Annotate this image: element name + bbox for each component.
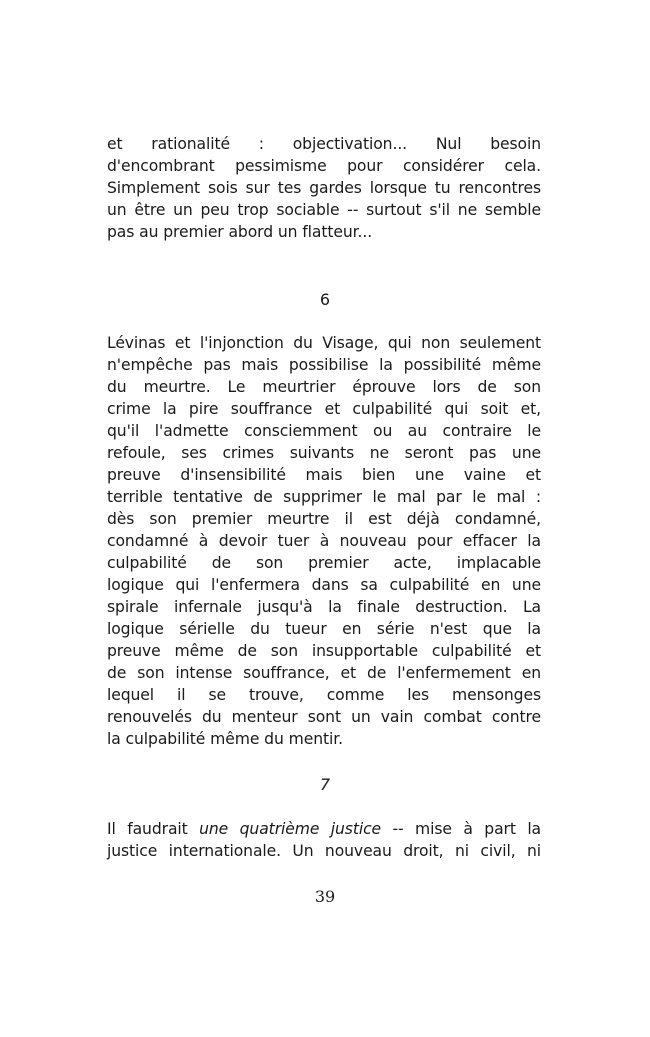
- text-line: Simplement sois sur tes gardes lorsque tu rencontres: [107, 179, 541, 197]
- text-line: la culpabilité même du mentir.: [107, 730, 343, 748]
- text-line: preuve même de son insupportable culpabilité et: [107, 642, 541, 660]
- text-line: un être un peu trop sociable -- surtout s'il ne semble: [107, 201, 541, 219]
- text-line: terrible tentative de supprimer le mal par le mal :: [107, 488, 541, 506]
- text-line: pas au premier abord un flatteur...: [107, 223, 373, 241]
- text-line: condamné à devoir tuer à nouveau pour effacer la: [107, 532, 541, 550]
- text-line: refoule, ses crimes suivants ne seront pas une: [107, 444, 541, 462]
- text-line: logique qui l'enfermera dans sa culpabilité en une: [107, 576, 541, 594]
- text-line: n'empêche pas mais possibilise la possibilité même: [107, 356, 541, 374]
- section-heading-7: 7: [319, 775, 331, 794]
- text-line: d'encombrant pessimisme pour considérer cela.: [107, 157, 541, 175]
- page-number: 39: [314, 887, 336, 906]
- text-line: qu'il l'admette consciemment ou au contraire le: [107, 422, 541, 440]
- text-line: spirale infernale jusqu'à la finale destruction. La: [107, 598, 541, 616]
- text-line: dès son premier meurtre il est déjà condamné,: [107, 510, 541, 528]
- text-line: Lévinas et l'injonction du Visage, qui non seulement: [107, 334, 541, 352]
- text-line: renouvelés du menteur sont un vain combat contre: [107, 708, 541, 726]
- text-line: de son intense souffrance, et de l'enfermement en: [107, 664, 541, 682]
- text-line: justice internationale. Un nouveau droit, ni civil, ni: [107, 842, 541, 860]
- text-line: du meurtre. Le meurtrier éprouve lors de son: [107, 378, 541, 396]
- text-line: [107, 818, 541, 840]
- text-line: et rationalité : objectivation... Nul besoin: [107, 135, 541, 153]
- section-heading-6: 6: [319, 290, 331, 309]
- section-7-paragraph: [107, 818, 541, 862]
- text-line: preuve d'insensibilité mais bien une vaine et: [107, 466, 541, 484]
- intro-paragraph: [107, 133, 541, 243]
- text-span: -- mise à part la: [381, 820, 542, 838]
- text-line: crime la pire souffrance et culpabilité qui soit et,: [107, 400, 541, 418]
- text-line: culpabilité de son premier acte, implacable: [107, 554, 541, 572]
- italic-emphasis: une quatrième justice: [199, 820, 382, 838]
- text-line: lequel il se trouve, comme les mensonges: [107, 686, 541, 704]
- text-span: Il faudrait: [107, 820, 200, 838]
- text-line: logique sérielle du tueur en série n'est que la: [107, 620, 541, 638]
- section-6-paragraph: [107, 332, 541, 750]
